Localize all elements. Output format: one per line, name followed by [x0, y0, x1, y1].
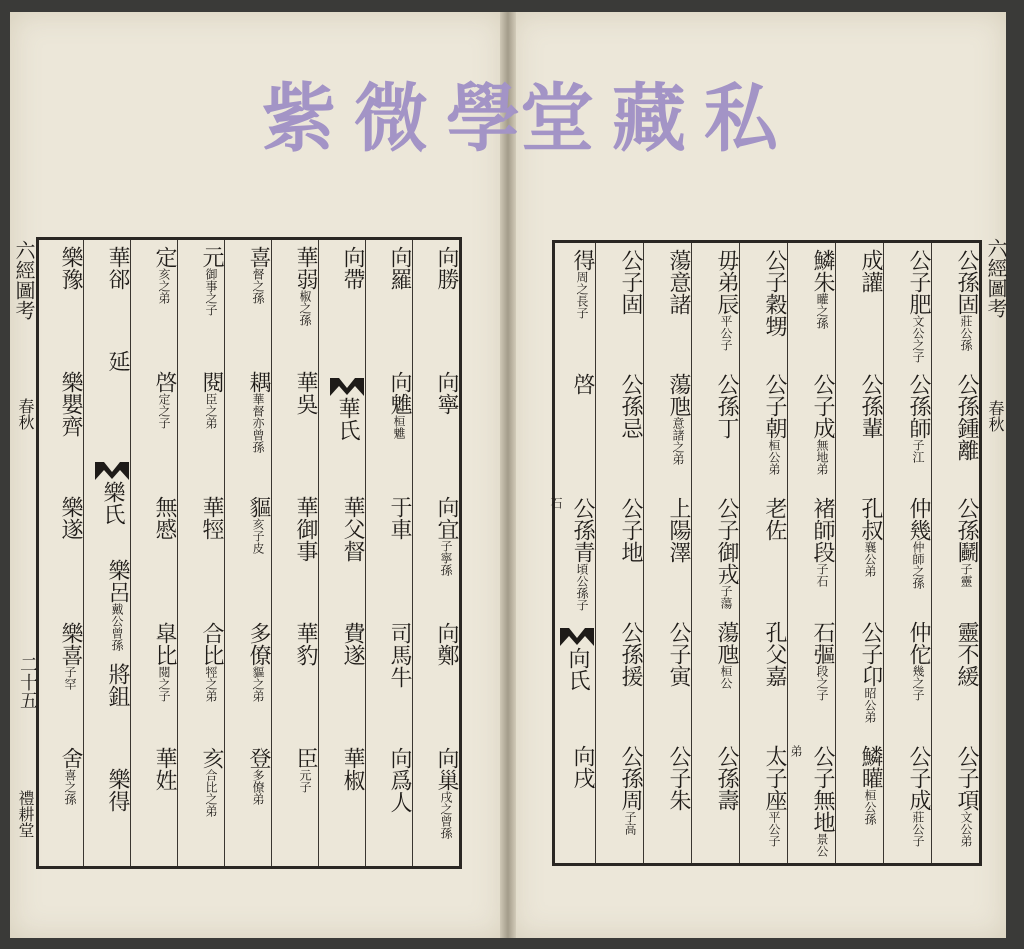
cell-text: 登 [246, 746, 271, 769]
table-column [835, 243, 883, 863]
table-cell [932, 367, 979, 491]
cell-text: 延 [105, 350, 130, 373]
cell-text: 樂呂 [105, 558, 130, 603]
cell-text: 公子寅 [666, 621, 691, 687]
cell-note: 合比之弟 [204, 768, 218, 817]
cell-text: 公子御戎 [714, 497, 739, 585]
table-cell [596, 491, 643, 615]
cell-text: 向鄭 [434, 621, 459, 666]
table-column [595, 243, 643, 863]
table-cell [644, 739, 691, 863]
table-cell [644, 243, 691, 367]
cell-text: 向羅 [387, 246, 412, 290]
table-cell [932, 243, 979, 367]
cell-note: 昭公弟 [863, 687, 877, 723]
cell-text: 臣 [293, 746, 318, 769]
cell-text: 公孫輩 [858, 373, 883, 439]
table-cell [225, 741, 271, 866]
table-column [83, 240, 130, 866]
table-cell [596, 739, 643, 863]
table-cell [37, 365, 83, 490]
cell-note: 幾之子 [911, 665, 925, 701]
table-cell [272, 741, 318, 866]
cell-note: 桓魋 [392, 415, 406, 440]
collector-seal-part1: 紫微學 [262, 76, 538, 162]
cell-text: 公子肥 [906, 249, 931, 315]
table-cell [788, 739, 835, 863]
cell-note: 桓公孫 [863, 789, 877, 825]
cell-note: 文公之子 [911, 315, 925, 363]
cell-text: 華弱 [293, 246, 318, 290]
table-cell [932, 491, 979, 615]
table-cell [413, 741, 459, 866]
table-cell [319, 616, 365, 741]
table-cell [131, 490, 177, 615]
cell-text: 華椒 [340, 746, 365, 791]
cell-note: 牼之弟 [204, 665, 218, 702]
table-cell [932, 739, 979, 863]
cell-text: 蕩虺 [714, 621, 739, 665]
table-cell [178, 741, 224, 866]
cell-note: 貙之弟 [251, 665, 265, 702]
cell-note: 子高 [623, 811, 637, 835]
table-column [271, 240, 318, 866]
cell-note: 頃公孫子石 [549, 497, 589, 611]
table-cell [548, 367, 595, 491]
cell-note: 華督亦曾孫 [251, 393, 265, 454]
cell-note: 襄公弟 [863, 541, 877, 577]
cell-text: 向勝 [434, 246, 459, 290]
table-column [365, 240, 412, 866]
table-cell [366, 741, 412, 866]
clan-marker-icon [559, 625, 595, 647]
table-cell [884, 243, 931, 367]
table-column [691, 243, 739, 863]
cell-text: 公子朝 [762, 373, 787, 439]
cell-text: 老佐 [762, 497, 787, 541]
cell-text: 公子成 [810, 373, 835, 439]
cell-text: 樂遂 [58, 496, 83, 541]
cell-text: 公子穀甥 [762, 249, 787, 337]
table-cell [319, 240, 365, 365]
right-table [549, 240, 982, 866]
cell-text: 公孫周 [618, 745, 643, 811]
cell-text: 華御事 [293, 496, 318, 563]
cell-note: 戌之曾孫 [439, 790, 453, 839]
table-cell [366, 365, 412, 490]
cell-text: 向宜 [434, 496, 459, 541]
table-cell [644, 367, 691, 491]
cell-text: 華牼 [199, 496, 224, 541]
table-column [548, 243, 595, 863]
table-cell [178, 490, 224, 615]
table-cell [644, 491, 691, 615]
cell-text: 費遂 [340, 621, 365, 666]
cell-text: 公孫壽 [714, 745, 739, 811]
cell-text: 將鉏 [105, 663, 130, 708]
cell-text: 貙 [246, 496, 271, 519]
table-cell [884, 367, 931, 491]
table-cell [84, 344, 130, 448]
table-cell [692, 243, 739, 367]
table-cell [84, 240, 130, 344]
table-cell [178, 240, 224, 365]
cell-note: 周之長子 [575, 271, 589, 319]
cell-note: 文公弟 [959, 811, 973, 847]
cell-note: 亥子皮 [251, 518, 265, 555]
cell-text: 鱗矔 [858, 745, 883, 789]
cell-text: 公孫援 [618, 621, 643, 687]
cell-text: 樂氏 [100, 480, 125, 525]
table-cell [178, 365, 224, 490]
cell-text: 耦 [246, 371, 271, 394]
table-column [883, 243, 931, 863]
table-cell [413, 616, 459, 741]
table-column [412, 240, 459, 866]
table-cell [644, 615, 691, 739]
table-cell [225, 616, 271, 741]
table-column [37, 240, 83, 866]
cell-note: 子江 [911, 439, 925, 463]
cell-text: 華氏 [335, 397, 360, 442]
table-cell [788, 491, 835, 615]
table-cell [84, 657, 130, 761]
table-cell [84, 553, 130, 657]
table-cell [225, 365, 271, 490]
cell-text: 公子成 [906, 745, 931, 811]
table-cell [84, 449, 130, 553]
cell-note: 莊公子 [911, 811, 925, 847]
cell-text: 司馬牛 [387, 621, 412, 688]
cell-text: 公孫師 [906, 373, 931, 439]
table-cell [692, 739, 739, 863]
cell-text: 公孫固 [954, 249, 979, 315]
cell-text: 仲幾 [906, 497, 931, 541]
table-column [224, 240, 271, 866]
table-cell [740, 367, 787, 491]
collector-seal-part2: 堂藏私 [520, 76, 796, 162]
cell-note: 段之子 [815, 665, 829, 701]
cell-note: 多僚弟 [251, 768, 265, 805]
table-cell [178, 616, 224, 741]
table-cell [37, 240, 83, 365]
cell-text: 華吳 [293, 371, 318, 416]
cell-text: 喜 [246, 246, 271, 268]
cell-text: 華豹 [293, 621, 318, 666]
cell-text: 向寧 [434, 371, 459, 416]
table-cell [836, 491, 883, 615]
cell-text: 公孫鍾離 [954, 373, 979, 461]
table-cell [131, 365, 177, 490]
left-margin-section: 春秋 [16, 398, 35, 430]
table-cell [366, 490, 412, 615]
cell-text: 華父督 [340, 496, 365, 563]
cell-text: 孔叔 [858, 497, 883, 541]
cell-text: 樂得 [105, 767, 130, 812]
table-cell [692, 491, 739, 615]
cell-text: 靈不緩 [954, 621, 979, 687]
cell-text: 公子朱 [666, 745, 691, 811]
cell-text: 皐比 [152, 621, 177, 666]
table-cell [319, 490, 365, 615]
table-cell [548, 615, 595, 739]
table-cell [272, 365, 318, 490]
cell-text: 太子座 [762, 745, 787, 811]
cell-note: 椒之孫 [298, 290, 312, 326]
cell-text: 定 [152, 246, 177, 268]
cell-text: 公子固 [618, 249, 643, 315]
cell-note: 意諸之弟 [671, 417, 685, 465]
cell-text: 向爲人 [387, 746, 412, 813]
table-cell [596, 243, 643, 367]
cell-text: 向戌 [570, 745, 595, 789]
table-cell [884, 615, 931, 739]
table-cell [884, 491, 931, 615]
left-margin-title: 六經圖考 [12, 240, 36, 320]
table-cell [836, 367, 883, 491]
cell-note: 桓公弟 [767, 439, 781, 475]
cell-note: 臣之弟 [204, 393, 218, 430]
cell-note: 平公子 [767, 811, 781, 847]
table-column [931, 243, 979, 863]
cell-text: 亥 [199, 746, 224, 769]
cell-text: 啓 [570, 373, 595, 395]
cell-text: 于車 [387, 496, 412, 541]
cell-text: 公孫忌 [618, 373, 643, 439]
table-cell [225, 490, 271, 615]
table-cell [548, 491, 595, 615]
left-margin-folio: 二十五 [17, 655, 38, 709]
table-cell [366, 616, 412, 741]
cell-text: 元 [199, 246, 224, 268]
cell-text: 公子無地 [810, 745, 835, 833]
cell-note: 平公子 [719, 315, 733, 351]
cell-text: 合比 [199, 621, 224, 666]
cell-text: 樂喜 [58, 621, 83, 666]
table-column [177, 240, 224, 866]
table-cell [884, 739, 931, 863]
cell-note: 莊公孫 [959, 315, 973, 351]
cell-text: 舍 [58, 746, 83, 769]
cell-note: 戴公曾孫 [110, 602, 124, 651]
cell-text: 得 [570, 249, 595, 271]
cell-note: 子石 [815, 563, 829, 587]
cell-text: 蕩虺 [666, 373, 691, 417]
table-cell [692, 615, 739, 739]
cell-text: 閱 [199, 371, 224, 394]
left-table [36, 237, 462, 869]
cell-text: 向巢 [434, 746, 459, 791]
cell-note: 元子 [298, 768, 312, 793]
cell-text: 毋弟辰 [714, 249, 739, 315]
table-cell [272, 616, 318, 741]
table-cell [225, 240, 271, 365]
cell-text: 孔父嘉 [762, 621, 787, 687]
table-cell [836, 739, 883, 863]
table-cell [319, 741, 365, 866]
cell-note: 無地弟 [815, 439, 829, 475]
cell-note: 桓公 [719, 665, 733, 689]
cell-text: 公孫丁 [714, 373, 739, 439]
table-cell [836, 243, 883, 367]
table-cell [932, 615, 979, 739]
cell-note: 子蕩 [719, 585, 733, 609]
cell-text: 無慼 [152, 496, 177, 541]
cell-note: 景公弟 [789, 745, 829, 857]
cell-text: 向魋 [387, 371, 412, 416]
cell-text: 公子卬 [858, 621, 883, 687]
cell-text: 華姓 [152, 746, 177, 791]
cell-text: 蕩意諸 [666, 249, 691, 315]
cell-text: 成讙 [858, 249, 883, 293]
cell-note: 仲師之孫 [911, 541, 925, 589]
cell-note: 定之子 [157, 393, 171, 430]
cell-text: 樂嬰齊 [58, 371, 83, 438]
cell-text: 鱗朱 [810, 249, 835, 293]
cell-text: 向帶 [340, 246, 365, 290]
table-cell [413, 365, 459, 490]
table-cell [131, 741, 177, 866]
table-cell [596, 615, 643, 739]
cell-text: 公孫青 [570, 497, 595, 563]
table-cell [692, 367, 739, 491]
table-cell [37, 741, 83, 866]
cell-text: 石彄 [810, 621, 835, 665]
table-column [787, 243, 835, 863]
table-cell [413, 490, 459, 615]
table-cell [131, 616, 177, 741]
cell-text: 公孫鬬 [954, 497, 979, 563]
table-cell [740, 615, 787, 739]
table-cell [366, 240, 412, 365]
table-cell [37, 616, 83, 741]
table-column [130, 240, 177, 866]
table-cell [596, 367, 643, 491]
cell-note: 喜之孫 [63, 768, 77, 805]
cell-text: 公子地 [618, 497, 643, 563]
cell-text: 樂豫 [58, 246, 83, 290]
table-cell [548, 739, 595, 863]
cell-note: 子靈 [959, 563, 973, 587]
table-cell [272, 240, 318, 365]
table-cell [131, 240, 177, 365]
table-column [318, 240, 365, 866]
cell-text: 向氏 [565, 647, 590, 691]
table-cell [272, 490, 318, 615]
cell-note: 御事之子 [204, 268, 218, 316]
table-cell [788, 615, 835, 739]
table-cell [740, 739, 787, 863]
cell-note: 亥之弟 [157, 268, 171, 304]
cell-text: 仲佗 [906, 621, 931, 665]
cell-note: 閱之子 [157, 665, 171, 702]
table-cell [37, 490, 83, 615]
table-cell [84, 762, 130, 866]
table-cell [413, 240, 459, 365]
clan-marker-icon [329, 375, 365, 397]
table-cell [788, 367, 835, 491]
table-cell [740, 491, 787, 615]
cell-note: 矔之孫 [815, 293, 829, 329]
right-margin-section: 春秋 [986, 400, 1005, 432]
clan-marker-icon [94, 459, 130, 481]
cell-text: 上陽澤 [666, 497, 691, 563]
left-margin-publisher: 禮耕堂 [16, 790, 35, 838]
table-cell [740, 243, 787, 367]
cell-text: 啓 [152, 371, 177, 394]
table-cell [319, 365, 365, 490]
cell-note: 子寧孫 [439, 540, 453, 577]
cell-text: 褚師段 [810, 497, 835, 563]
table-column [739, 243, 787, 863]
table-cell [788, 243, 835, 367]
table-column [643, 243, 691, 863]
cell-note: 督之孫 [251, 268, 265, 304]
cell-text: 公子項 [954, 745, 979, 811]
cell-text: 多僚 [246, 621, 271, 666]
table-cell [836, 615, 883, 739]
right-margin-title: 六經圖考 [984, 238, 1008, 318]
table-cell [548, 243, 595, 367]
cell-text: 華郤 [105, 246, 130, 290]
cell-note: 子罕 [63, 665, 77, 690]
